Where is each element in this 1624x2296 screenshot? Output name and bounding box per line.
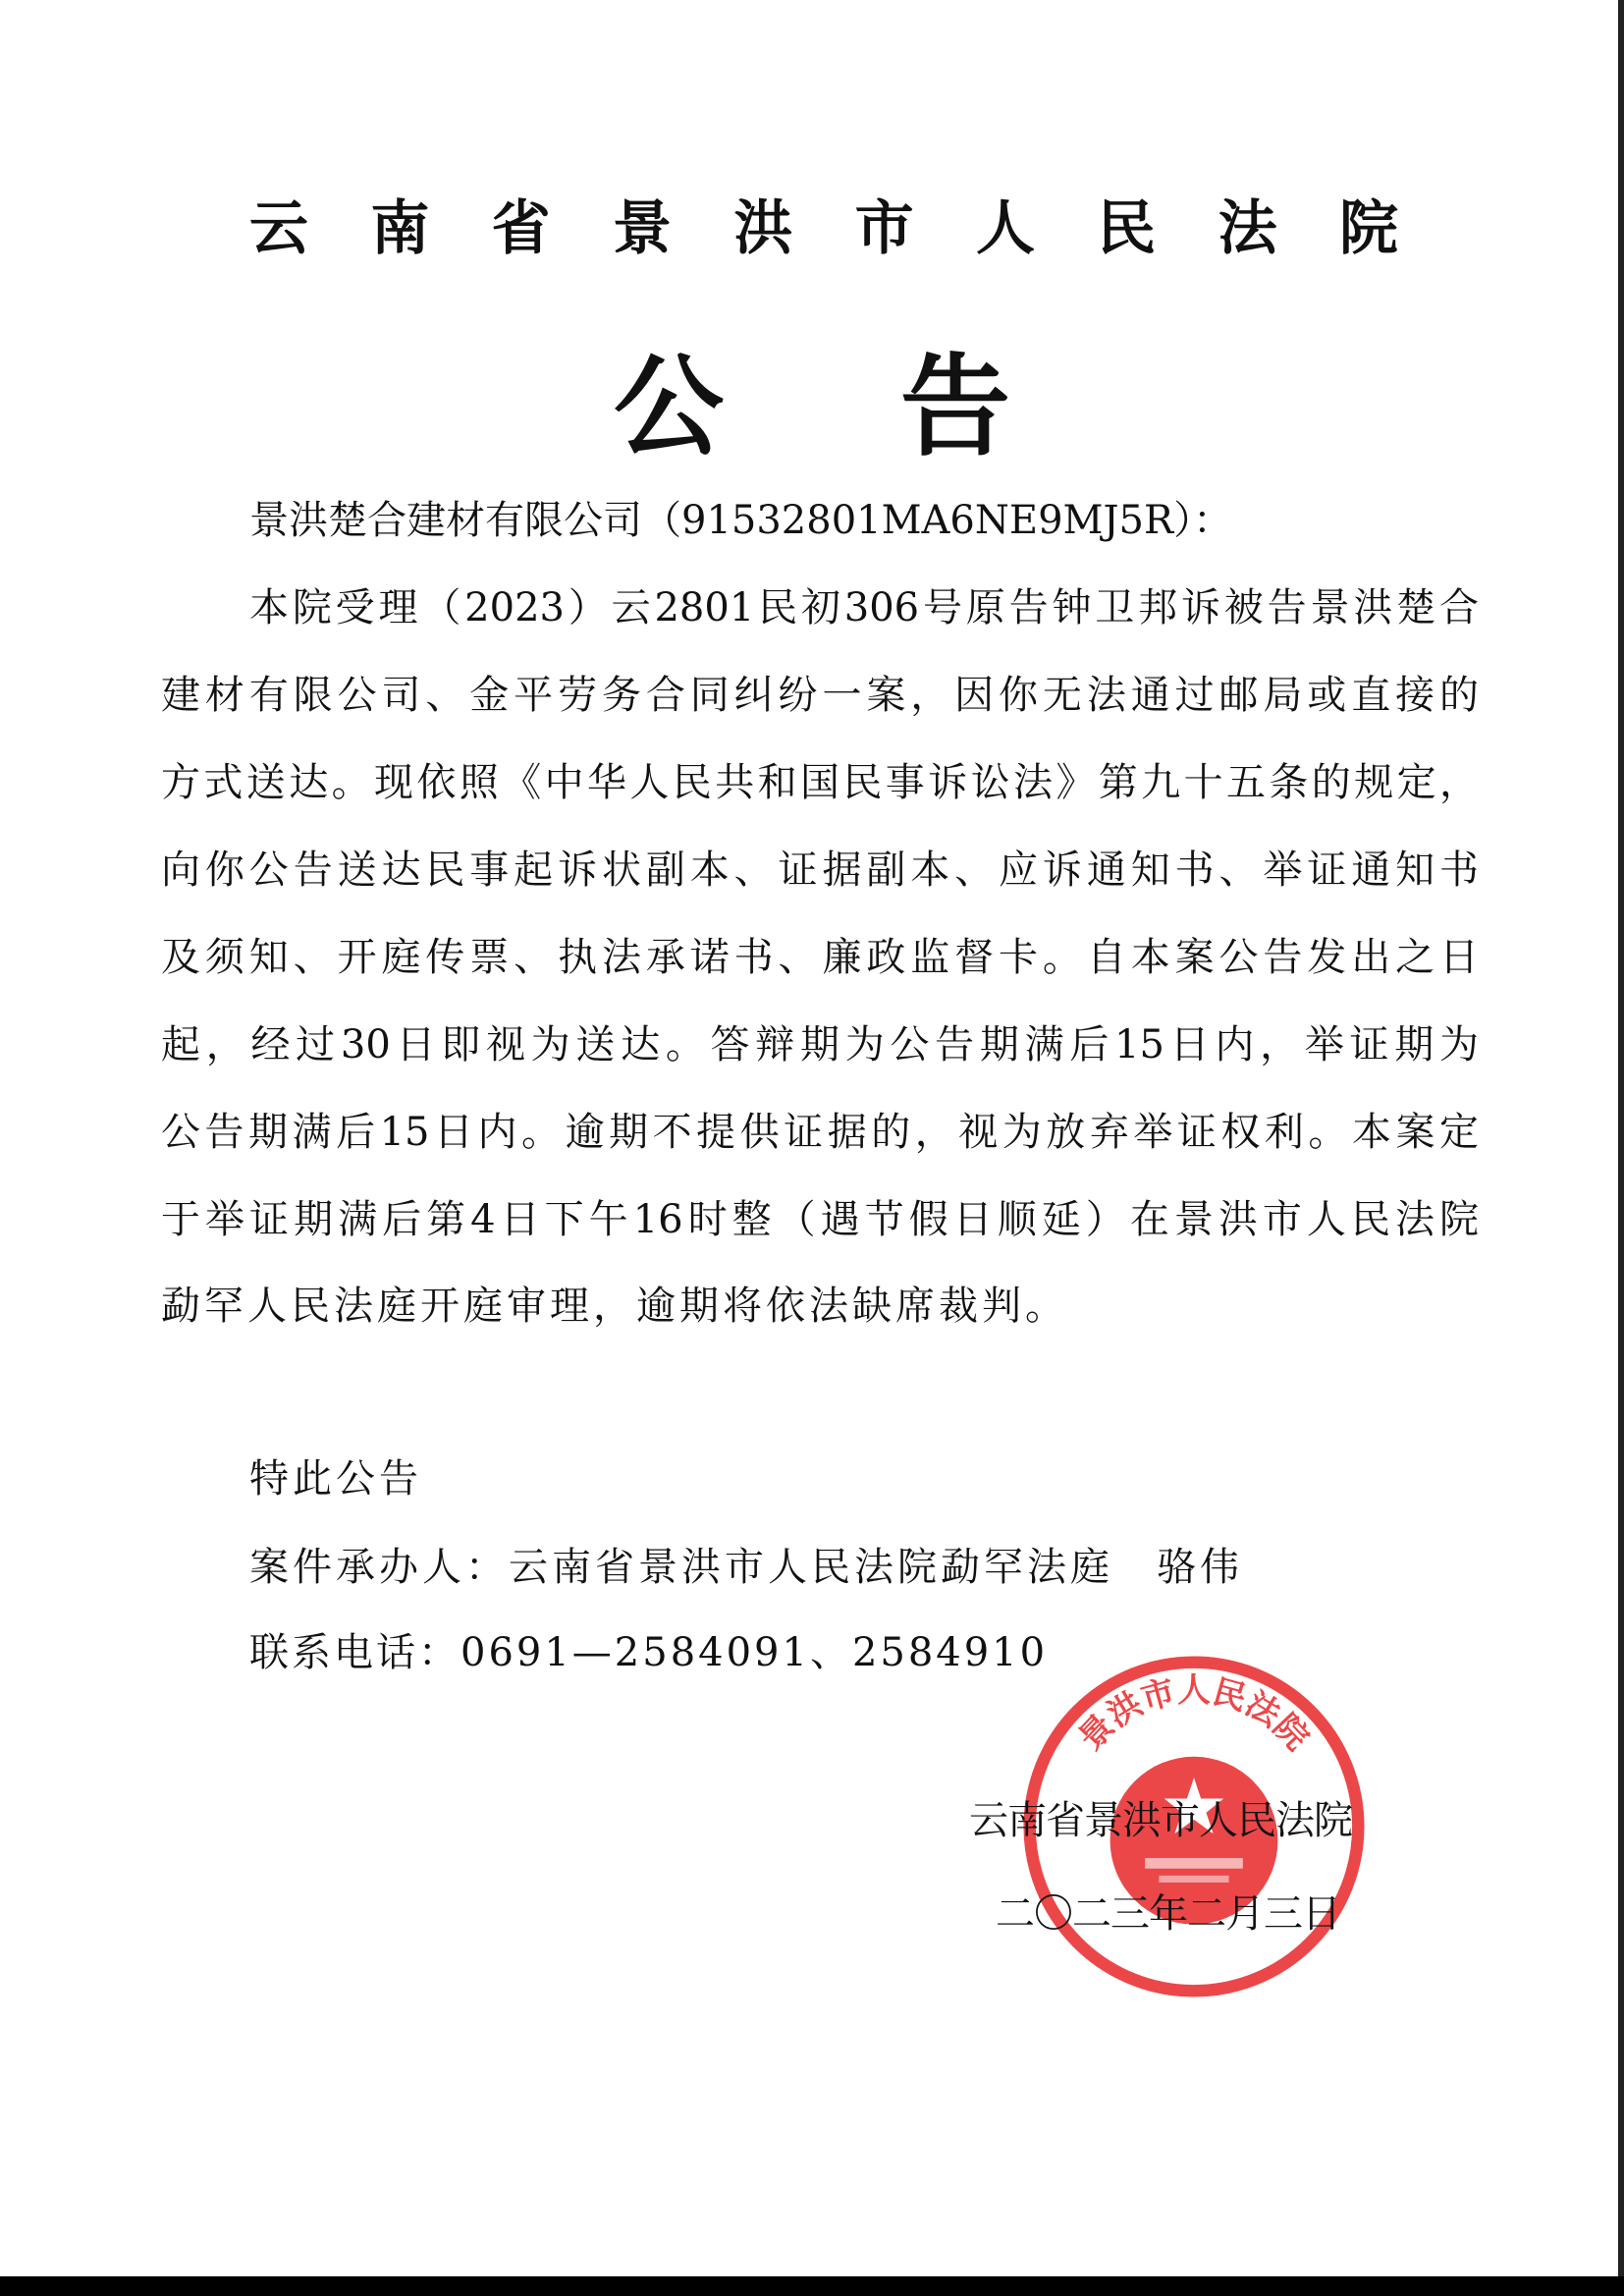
paragraph-line: 勐罕人民法庭开庭审理，逾期将依法缺席裁判。 xyxy=(161,1284,1068,1329)
court-name-char: 景 xyxy=(612,194,672,263)
paragraph-line: 起，经过30日即视为送达。答辩期为公告期满后15日内，举证期为 xyxy=(161,1022,1479,1067)
court-name-char: 院 xyxy=(1338,194,1398,263)
court-name-char: 市 xyxy=(854,194,914,263)
signing-court: 云南省景洪市人民法院 xyxy=(969,1798,1352,1843)
seal-text: 景洪市人民法院 xyxy=(1070,1669,1318,1758)
court-name-char: 云 xyxy=(249,194,308,263)
court-name-char: 民 xyxy=(1097,194,1157,263)
court-name-char: 洪 xyxy=(733,194,793,263)
paragraph-line: 本院受理（2023）云2801民初306号原告钟卫邦诉被告景洪楚合 xyxy=(249,585,1479,630)
salutation: 景洪楚合建材有限公司（91532801MA6NE9MJ5R）： xyxy=(249,498,1233,543)
court-name-char: 南 xyxy=(370,194,430,263)
closing-text: 特此公告 xyxy=(249,1456,422,1502)
notice-title: 公告 xyxy=(614,344,1187,471)
signing-date: 二〇二三年二月三日 xyxy=(996,1891,1340,1937)
court-name-char: 人 xyxy=(975,194,1035,263)
paragraph-line: 公告期满后15日内。逾期不提供证据的，视为放弃举证权利。本案定 xyxy=(161,1110,1479,1155)
paragraph-line: 于举证期满后第4日下午16时整（遇节假日顺延）在景洪市人民法院 xyxy=(161,1197,1479,1242)
paragraph-line: 建材有限公司、金平劳务合同纠纷一案，因你无法通过邮局或直接的 xyxy=(161,673,1479,718)
case-handler: 案件承办人：云南省景洪市人民法院勐罕法庭 骆伟 xyxy=(249,1545,1243,1590)
contact-phone: 联系电话：0691—2584091、2584910 xyxy=(249,1630,1049,1675)
scan-edge-bottom xyxy=(0,2276,1624,2296)
court-name-char: 法 xyxy=(1218,194,1277,263)
paragraph-line: 向你公告送达民事起诉状副本、证据副本、应诉通知书、举证通知书 xyxy=(161,847,1479,893)
paragraph-line: 及须知、开庭传票、执法承诺书、廉政监督卡。自本案公告发出之日 xyxy=(161,935,1479,980)
paragraph-line: 方式送达。现依照《中华人民共和国民事诉讼法》第九十五条的规定， xyxy=(161,760,1479,805)
court-name-heading xyxy=(249,182,1398,266)
court-name-char: 省 xyxy=(491,194,551,263)
